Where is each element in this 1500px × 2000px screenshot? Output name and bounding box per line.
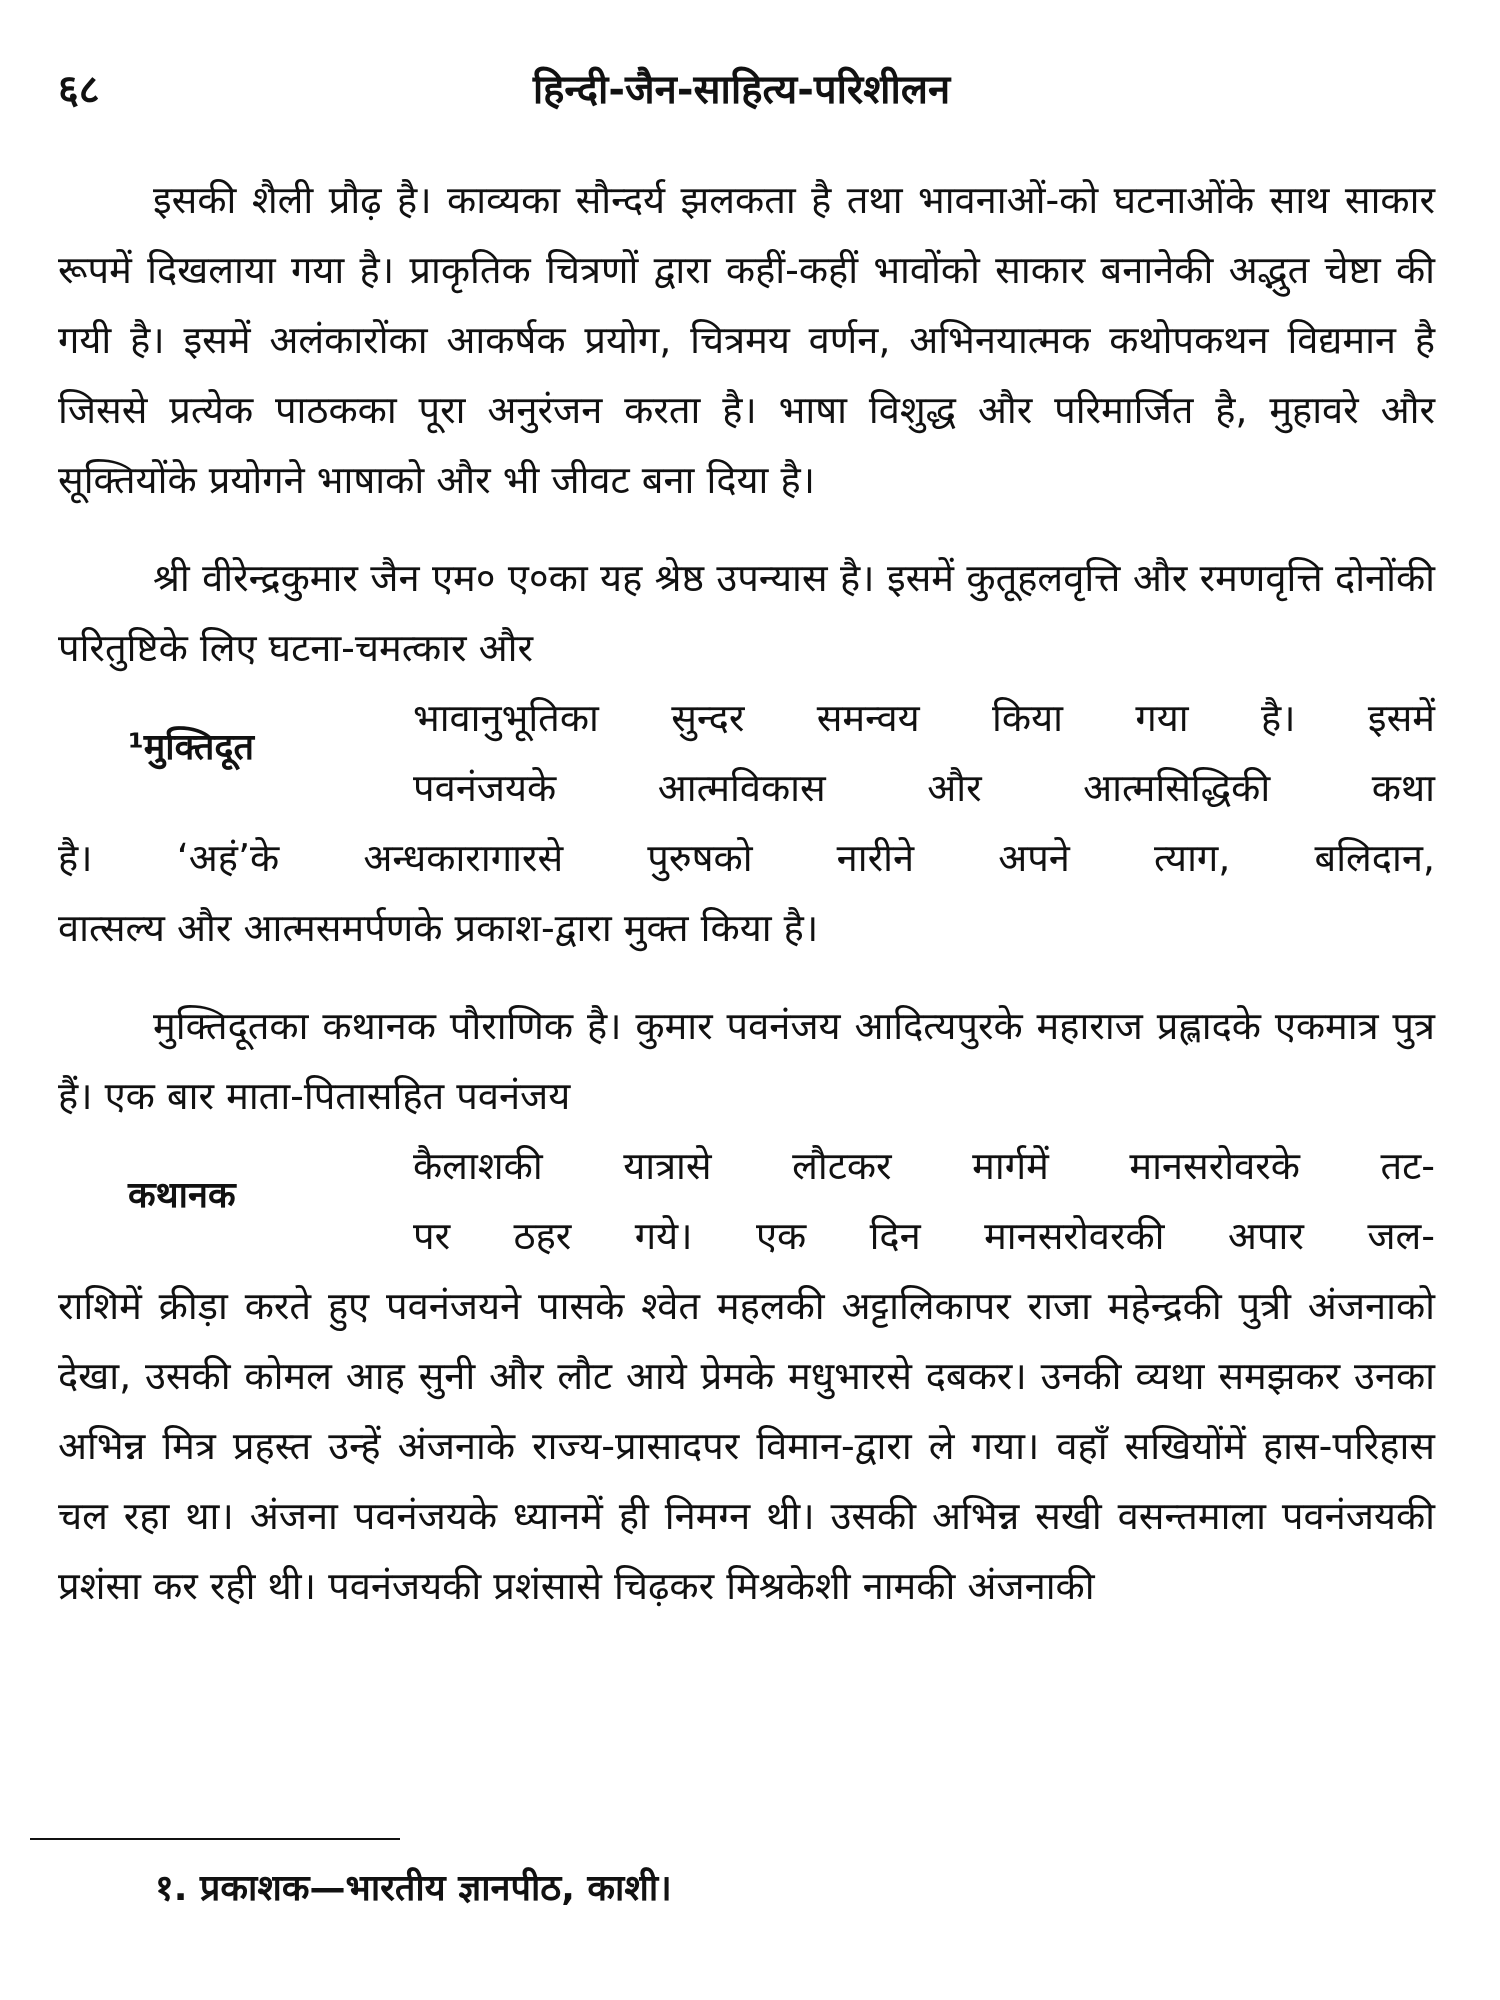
paragraph-3-side-text: [413, 1131, 1435, 1271]
paragraph-3-side-block: [58, 1131, 1435, 1271]
paragraph-2-side-line-1: भावानुभूतिका सुन्दर समन्वय किया गया है। इसमें: [413, 696, 1435, 740]
paragraph-1: [58, 165, 1435, 515]
running-title: हिन्दी-जैन-साहित्य-परिशीलन: [532, 67, 951, 113]
paragraph-2-side-text: [413, 683, 1435, 823]
paragraph-1-text: इसकी शैली प्रौढ़ है। काव्यका सौन्दर्य झलकता है तथा भावनाओं-को घटनाओंके साथ साकार रूपमें दिखलाया गया है। प्राकृतिक चित्रणों द्वारा कहीं-कहीं भावोंको साकार बनानेकी अद्भुत चेष्टा की गयी है। इसमें अलंकारोंका आकर्षक प्रयोग, चित्रमय वर्णन, अभिनयात्मक कथोपकथन विद्यमान है जिससे प्रत्येक पाठकका पूरा अनुरंजन करता है। भाषा विशुद्ध और परिमार्जित है, मुहावरे और सूक्तियोंके प्रयोगने भाषाको और भी जीवट बना दिया है।: [58, 178, 1435, 502]
footnote: १. प्रकाशक—भारतीय ज्ञानपीठ, काशी।: [155, 1868, 672, 1909]
page-header: [58, 60, 1425, 130]
margin-note-muktidoot: ¹मुक्तिदूत: [128, 727, 255, 768]
paragraph-3-side-line-1: कैलाशकी यात्रासे लौटकर मार्गमें मानसरोवरके तट-: [413, 1144, 1435, 1188]
paragraph-3-lead-text: मुक्तिदूतका कथानक पौराणिक है। कुमार पवनंजय आदित्यपुरके महाराज प्रह्लादके एकमात्र पुत्र हैं। एक बार माता-पितासहित पवनंजय: [58, 1004, 1435, 1118]
paragraph-2-tail-line-2: वात्सल्य और आत्मसमर्पणके प्रकाश-द्वारा मुक्त किया है।: [58, 906, 819, 950]
paragraph-3-side-line-2: पर ठहर गये। एक दिन मानसरोवरकी अपार जल-: [413, 1214, 1435, 1258]
page-body: [58, 165, 1435, 1621]
page-number: ६८: [58, 67, 100, 113]
paragraph-2-tail-line-1: है। ‘अहं’के अन्धकारागारसे पुरुषको नारीने अपने त्याग, बलिदान,: [58, 836, 1435, 880]
paragraph-2-side-block: [58, 683, 1435, 823]
paragraph-3-lead: [58, 991, 1435, 1131]
paragraph-2-lead-text: श्री वीरेन्द्रकुमार जैन एम० ए०का यह श्रेष्ठ उपन्यास है। इसमें कुतूहलवृत्ति और रमणवृत्ति दोनोंकी परितुष्टिके लिए घटना-चमत्कार और: [58, 556, 1435, 670]
paragraph-3-rest: राशिमें क्रीड़ा करते हुए पवनंजयने पासके श्वेत महलकी अट्टालिकापर राजा महेन्द्रकी पुत्री अंजनाको देखा, उसकी कोमल आह सुनी और लौट आये प्रेमके मधुभारसे दबकर। उनकी व्यथा समझकर उनका अभिन्न मित्र प्रहस्त उन्हें अंजनाके राज्य-प्रासादपर विमान-द्वारा ले गया। वहाँ सखियोंमें हास-परिहास चल रहा था। अंजना पवनंजयके ध्यानमें ही निमग्न थी। उसकी अभिन्न सखी वसन्तमाला पवनंजयकी प्रशंसा कर रही थी। पवनंजयकी प्रशंसासे चिढ़कर मिश्रकेशी नामकी अंजनाकी: [58, 1284, 1435, 1608]
paragraph-2-lead: [58, 543, 1435, 683]
footnote-rule: [30, 1838, 400, 1840]
margin-note-kathanak: कथानक: [128, 1175, 236, 1216]
paragraph-2-side-line-2: पवनंजयके आत्मविकास और आत्मसिद्धिकी कथा: [413, 766, 1435, 810]
